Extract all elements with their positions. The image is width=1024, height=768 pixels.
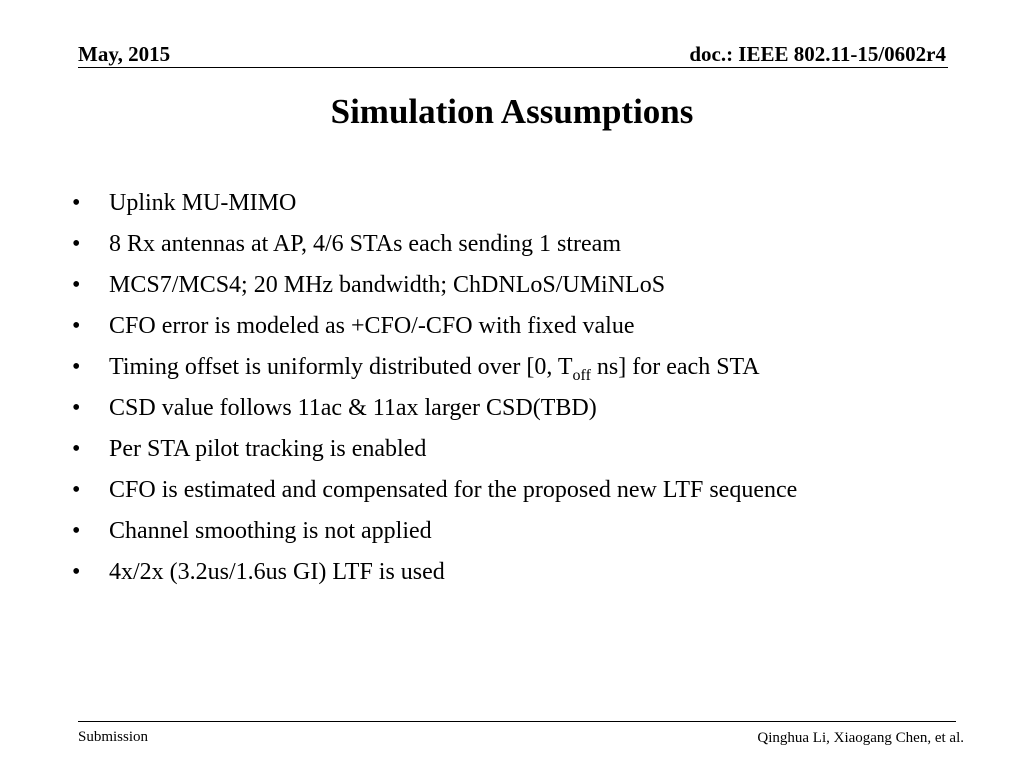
bullet-text: MCS7/MCS4; 20 MHz bandwidth; ChDNLoS/UMiNLoS <box>109 272 666 298</box>
bullet-item <box>72 306 972 347</box>
bullet-icon: • <box>72 395 81 421</box>
header-date: May, 2015 <box>78 42 171 66</box>
bullet-icon: • <box>72 559 81 585</box>
bullet-item <box>72 347 972 388</box>
bullet-icon: • <box>72 436 81 462</box>
header-doc-id: doc.: IEEE 802.11-15/0602r4 <box>689 42 946 66</box>
header-divider <box>78 67 948 68</box>
bullet-icon: • <box>72 477 81 503</box>
bullet-item <box>72 470 972 511</box>
bullet-text <box>109 354 760 384</box>
bullet-text: 8 Rx antennas at AP, 4/6 STAs each sending 1 stream <box>109 231 622 257</box>
footer-authors: Qinghua Li, Xiaogang Chen, et al. <box>757 730 964 746</box>
bullet-item <box>72 388 972 429</box>
subscript-off: off <box>572 367 591 384</box>
footer-submission: Submission <box>78 729 149 745</box>
bullet-item <box>72 511 972 552</box>
bullet-list <box>72 183 972 593</box>
bullet-text: CSD value follows 11ac & 11ax larger CSD(TBD) <box>109 395 597 421</box>
bullet-text: Uplink MU-MIMO <box>109 190 297 216</box>
bullet-text: Channel smoothing is not applied <box>109 518 432 544</box>
bullet-text: 4x/2x (3.2us/1.6us GI) LTF is used <box>109 559 445 585</box>
bullet-icon: • <box>72 313 81 339</box>
bullet-icon: • <box>72 354 81 380</box>
bullet-text-after: ns] for each STA <box>590 354 760 380</box>
footer-divider <box>78 721 956 722</box>
bullet-icon: • <box>72 231 81 257</box>
bullet-item <box>72 183 972 224</box>
bullet-icon: • <box>72 518 81 544</box>
bullet-text: Per STA pilot tracking is enabled <box>109 436 427 462</box>
slide-title: Simulation Assumptions <box>330 92 694 131</box>
bullet-text-before: Timing offset is uniformly distributed over [0, T <box>109 354 573 380</box>
bullet-icon: • <box>72 190 81 216</box>
bullet-item <box>72 265 972 306</box>
bullet-item <box>72 552 972 593</box>
bullet-icon: • <box>72 272 81 298</box>
bullet-text: CFO error is modeled as +CFO/-CFO with fixed value <box>109 313 635 339</box>
bullet-item <box>72 429 972 470</box>
bullet-item <box>72 224 972 265</box>
bullet-text: CFO is estimated and compensated for the proposed new LTF sequence <box>109 477 798 503</box>
